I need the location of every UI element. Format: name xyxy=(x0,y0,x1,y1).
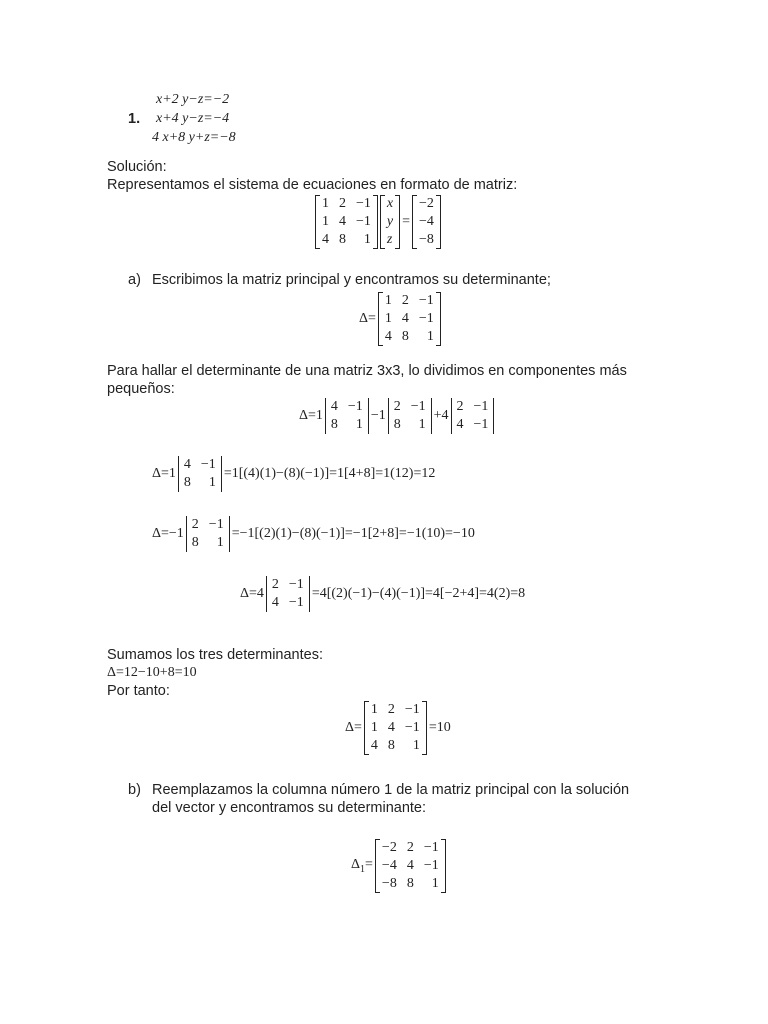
cell: 2 xyxy=(387,702,395,717)
variable-vector xyxy=(380,195,400,249)
delta1-lhs xyxy=(349,857,375,875)
therefore-text: Por tanto: xyxy=(107,683,170,699)
solution-label: Solución: xyxy=(107,159,167,175)
var-z: z xyxy=(386,232,393,247)
cell: 8 xyxy=(191,535,199,550)
expand-text-line1: Para hallar el determinante de una matriz 3x3, lo dividimos en componentes más xyxy=(107,363,627,379)
minor-2-det xyxy=(186,516,230,552)
final-rhs: =10 xyxy=(428,720,451,735)
minor-1-rhs: =1[(4)(1)−(8)(−1)]=1[4+8]=1(12)=12 xyxy=(223,466,436,481)
cell: −2 xyxy=(381,840,397,855)
a21: 1 xyxy=(384,311,392,326)
final-lhs: Δ= xyxy=(345,720,362,735)
equation-3: 4 x+8 y+z=−8 xyxy=(152,130,236,145)
minor-1-det xyxy=(178,456,222,492)
var-x: x xyxy=(386,196,394,211)
b1: −2 xyxy=(419,196,434,211)
delta1-determinant xyxy=(349,839,446,893)
cofactor-expansion xyxy=(297,398,494,434)
cell: 4 xyxy=(456,417,464,432)
minor-1-calculation xyxy=(150,456,437,492)
a12: 2 xyxy=(339,196,346,211)
cell: 8 xyxy=(330,417,338,432)
equation-2: x+4 y−z=−4 xyxy=(156,111,230,126)
problem-number: 1. xyxy=(128,111,141,127)
step-a-text: Escribimos la matriz principal y encontramos su determinante; xyxy=(152,272,551,288)
cell: 4 xyxy=(271,595,279,610)
delta-lhs: Δ= xyxy=(359,311,376,326)
cell: 4 xyxy=(387,720,395,735)
cell: 2 xyxy=(393,399,401,414)
step-b-line2: del vector y encontramos su determinante: xyxy=(152,800,427,816)
equation-1: x+2 y−z=−2 xyxy=(156,92,230,107)
cell: −1 xyxy=(410,399,426,414)
a33: 1 xyxy=(426,329,434,344)
cell: 2 xyxy=(406,840,414,855)
cell: −1 xyxy=(288,595,304,610)
cell: 1 xyxy=(370,720,378,735)
minor-2 xyxy=(388,398,432,434)
step-a-marker: a) xyxy=(128,272,141,288)
cell: 2 xyxy=(271,577,279,592)
minor-3-det xyxy=(266,576,310,612)
cell: 8 xyxy=(406,876,414,891)
cell: −1 xyxy=(423,840,439,855)
cell: −1 xyxy=(208,517,224,532)
a11: 1 xyxy=(384,293,392,308)
cell: −1 xyxy=(423,858,439,873)
cell: 4 xyxy=(183,457,191,472)
step-b-line1: Reemplazamos la columna número 1 de la matriz principal con la solución xyxy=(152,782,630,798)
equals-sign: = xyxy=(402,214,411,229)
b3: −8 xyxy=(419,232,434,247)
minor-2-rhs: =−1[(2)(1)−(8)(−1)]=−1[2+8]=−1(10)=−10 xyxy=(231,526,475,541)
minor-3-lhs: Δ=4 xyxy=(240,586,264,601)
a23: −1 xyxy=(418,311,434,326)
final-determinant xyxy=(343,701,453,755)
delta1-matrix xyxy=(375,839,446,893)
delta-subscript: 1 xyxy=(360,863,366,875)
a32: 8 xyxy=(401,329,409,344)
step-b-marker: b) xyxy=(128,782,141,798)
minor-3-calculation xyxy=(238,576,527,612)
a12: 2 xyxy=(401,293,409,308)
minor-2-calculation xyxy=(150,516,477,552)
final-matrix xyxy=(364,701,427,755)
intro-text: Representamos el sistema de ecuaciones en formato de matriz: xyxy=(107,177,518,193)
cell: 1 xyxy=(370,702,378,717)
expansion-op-2: +4 xyxy=(433,408,449,423)
a13: −1 xyxy=(356,196,371,211)
coefficient-matrix xyxy=(315,195,378,249)
cell: 1 xyxy=(418,417,426,432)
minor-3-rhs: =4[(2)(−1)−(4)(−1)]=4[−2+4]=4(2)=8 xyxy=(311,586,526,601)
cell: 1 xyxy=(431,876,439,891)
a22: 4 xyxy=(401,311,409,326)
expand-text-line2: pequeños: xyxy=(107,381,175,397)
cell: 8 xyxy=(387,738,395,753)
minor-1-lhs: Δ=1 xyxy=(152,466,176,481)
cell: 8 xyxy=(393,417,401,432)
cell: −1 xyxy=(473,399,489,414)
cell: 1 xyxy=(208,475,216,490)
minor-3 xyxy=(451,398,495,434)
cell: 1 xyxy=(355,417,363,432)
minor-1 xyxy=(325,398,369,434)
cell: 4 xyxy=(330,399,338,414)
cell: −4 xyxy=(381,858,397,873)
cell: −1 xyxy=(288,577,304,592)
var-y: y xyxy=(386,214,394,229)
a33: 1 xyxy=(363,232,371,247)
b2: −4 xyxy=(419,214,434,229)
cell: 2 xyxy=(456,399,464,414)
minor-2-lhs: Δ=−1 xyxy=(152,526,184,541)
cell: −8 xyxy=(381,876,397,891)
expansion-lhs: Δ=1 xyxy=(299,408,323,423)
delta-equals: = xyxy=(365,857,373,873)
a11: 1 xyxy=(322,196,329,211)
a13: −1 xyxy=(418,293,434,308)
main-matrix xyxy=(378,292,441,346)
constant-vector xyxy=(412,195,441,249)
cell: 2 xyxy=(191,517,199,532)
cell: 1 xyxy=(216,535,224,550)
a22: 4 xyxy=(339,214,346,229)
cell: 4 xyxy=(370,738,378,753)
expansion-op-1: −1 xyxy=(370,408,386,423)
a32: 8 xyxy=(339,232,346,247)
system-matrix-equation xyxy=(315,195,441,249)
main-determinant xyxy=(357,292,441,346)
cell: −1 xyxy=(347,399,363,414)
sum-equation: Δ=12−10+8=10 xyxy=(107,665,197,680)
delta-symbol: Δ xyxy=(351,857,361,873)
cell: 4 xyxy=(406,858,414,873)
cell: −1 xyxy=(404,720,420,735)
a31: 4 xyxy=(322,232,329,247)
a21: 1 xyxy=(322,214,329,229)
cell: 1 xyxy=(412,738,420,753)
cell: −1 xyxy=(473,417,489,432)
sum-text: Sumamos los tres determinantes: xyxy=(107,647,323,663)
a31: 4 xyxy=(384,329,392,344)
cell: 8 xyxy=(183,475,191,490)
cell: −1 xyxy=(200,457,216,472)
a23: −1 xyxy=(356,214,371,229)
cell: −1 xyxy=(404,702,420,717)
